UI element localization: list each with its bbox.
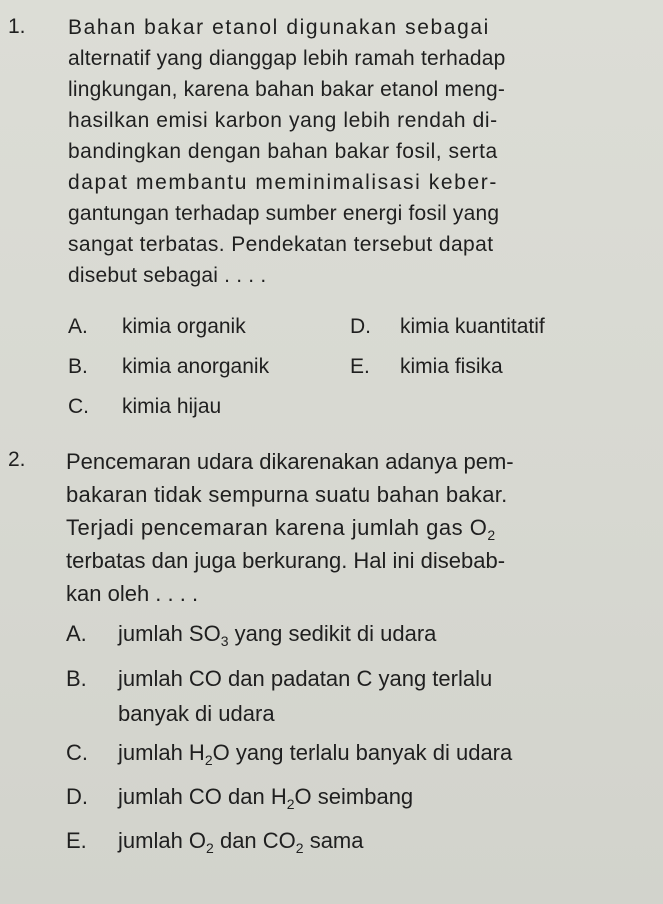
option-text: sama: [303, 828, 364, 853]
text-line: dapat membantu meminimalisasi keber-: [68, 171, 498, 194]
text-line: lingkungan, karena bahan bakar etanol meng-: [68, 78, 506, 101]
option-letter: B.: [66, 666, 87, 691]
option-a[interactable]: [68, 312, 246, 342]
option-d[interactable]: [350, 312, 545, 342]
option-letter: E.: [350, 355, 370, 378]
subscript: 2: [295, 840, 304, 856]
option-c[interactable]: [66, 738, 512, 768]
option-text: kimia hijau: [122, 395, 222, 418]
question-number: 1.: [8, 15, 26, 38]
option-e[interactable]: [350, 352, 503, 382]
option-c[interactable]: [68, 392, 221, 422]
option-a[interactable]: [66, 619, 436, 649]
option-text: kimia fisika: [400, 355, 503, 378]
text-line: [66, 511, 636, 544]
text-line: bandingkan dengan bahan bakar fosil, serta: [68, 140, 498, 163]
option-letter: D.: [66, 784, 88, 809]
subscript: 2: [286, 796, 295, 812]
option-text: O yang terlalu banyak di udara: [212, 740, 513, 765]
option-text: kimia organik: [122, 315, 246, 338]
option-text: jumlah SO: [118, 621, 221, 646]
option-text: jumlah H: [118, 740, 205, 765]
option-letter: B.: [68, 355, 88, 378]
option-letter: E.: [66, 828, 87, 853]
option-text: dan CO: [213, 828, 296, 853]
subscript: 2: [487, 527, 496, 543]
subscript: 3: [220, 633, 229, 649]
option-letter: C.: [66, 740, 88, 765]
text-line: Pencemaran udara dikarenakan adanya pem-: [66, 449, 514, 474]
option-letter: C.: [68, 395, 89, 418]
text-line: disebut sebagai . . . .: [68, 264, 267, 287]
question-number: 2.: [8, 448, 26, 471]
text-line: gantungan terhadap sumber energi fosil yang: [68, 202, 500, 225]
option-text: kimia kuantitatif: [400, 315, 545, 338]
option-text: jumlah CO dan H: [118, 784, 287, 809]
option-letter: D.: [350, 315, 371, 338]
text-line: Bahan bakar etanol digunakan sebagai: [68, 16, 490, 39]
text-line: bakaran tidak sempurna suatu bahan bakar.: [66, 482, 508, 507]
option-b[interactable]: [66, 661, 492, 731]
text-line: sangat terbatas. Pendekatan tersebut dapat: [68, 233, 494, 256]
option-letter: A.: [66, 621, 87, 646]
option-text: kimia anorganik: [122, 355, 270, 378]
option-letter: A.: [68, 315, 88, 338]
option-text: O seimbang: [294, 784, 414, 809]
option-text: banyak di udara: [118, 701, 275, 726]
option-b[interactable]: [68, 352, 269, 382]
option-text: jumlah CO dan padatan C yang terlalu: [118, 666, 493, 691]
text-line: kan oleh . . . .: [66, 581, 199, 606]
option-text: yang sedikit di udara: [228, 621, 437, 646]
text-line: alternatif yang dianggap lebih ramah terhadap: [68, 47, 506, 70]
subscript: 2: [204, 752, 213, 768]
option-text: jumlah O: [118, 828, 207, 853]
text-line: hasilkan emisi karbon yang lebih rendah di-: [68, 109, 498, 132]
option-e[interactable]: [66, 826, 364, 856]
question-text: [66, 445, 636, 610]
question-text: [68, 12, 638, 291]
option-d[interactable]: [66, 782, 413, 812]
text-line: terbatas dan juga berkurang. Hal ini disebab-: [66, 548, 506, 573]
text-fragment: Terjadi pencemaran karena jumlah gas O: [66, 515, 488, 540]
subscript: 2: [206, 840, 214, 856]
